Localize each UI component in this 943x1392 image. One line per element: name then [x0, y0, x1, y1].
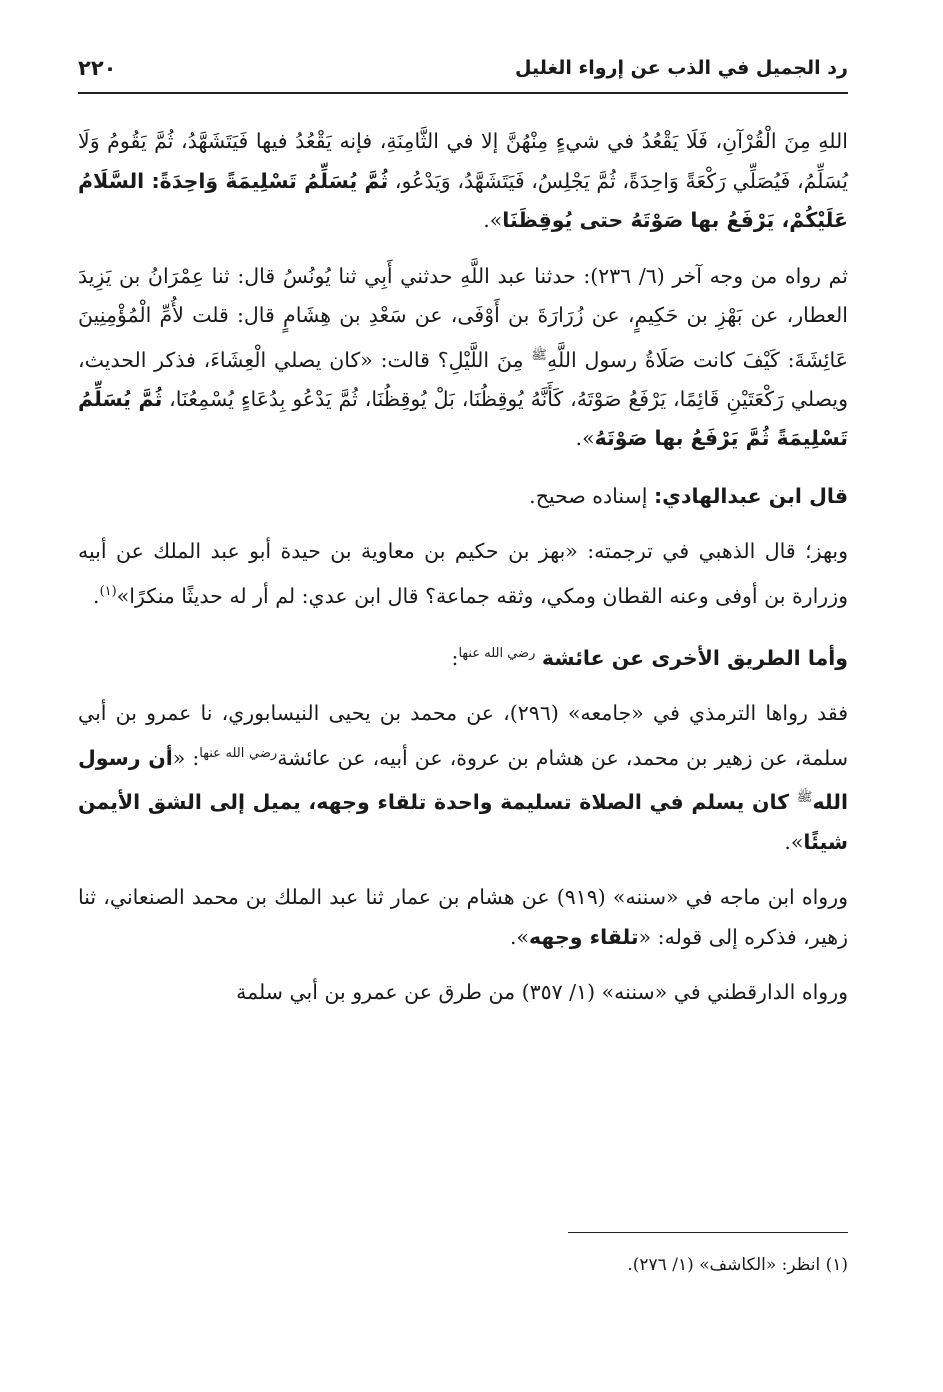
paragraph-1: [78, 122, 848, 241]
page-body: [78, 122, 848, 1013]
honorific-glyph: ﷺ: [796, 790, 813, 806]
section-label: قال ابن عبدالهادي:: [653, 483, 848, 508]
running-title: رد الجميل في الذب عن إرواء الغليل: [515, 57, 848, 79]
text: ورواه ابن ماجه في «سننه» (٩١٩) عن هشام بن عمار ثنا عبد الملك بن محمد الصنعاني، ثنا زهير، فذكره إلى قوله: «: [78, 885, 848, 949]
page-header: [78, 44, 848, 94]
text: ».: [483, 208, 503, 232]
section-heading: [78, 634, 848, 678]
footnote-divider: [568, 1232, 848, 1233]
text: :: [451, 645, 459, 670]
text: ».: [784, 829, 804, 854]
footnote-ref[interactable]: (١): [99, 583, 117, 599]
text: وبهز؛ قال الذهبي في ترجمته: «بهز بن حكيم بن معاوية بن حيدة أبو عبد الملك عن أبيه وزرارة بن أوفى وعنه القطان ومكي، وثقه جماعة؟ قال ابن عدي: لم أر له حديثًا منكرًا»: [78, 539, 848, 608]
page-number: ٢٢٠: [78, 56, 117, 80]
text: اللهِ مِنَ الْقُرْآنِ، فَلَا يَقْعُدُ في شيءٍ مِنْهُنَّ إلا في الثَّامِنَةِ، فإنه يَقْعُدُ فيها فَيَتَشَهَّدُ، ثُمَّ يَقُومُ وَلَا يُسَلِّمُ، فَيُصَلِّي رَكْعَةً وَاحِدَةً، ثُمَّ يَجْلِسُ، فَيَتَشَهَّدُ، وَيَدْعُو،: [78, 129, 848, 193]
bold-hadith-text: تلقاء وجهه: [529, 924, 639, 949]
footnote-number: (١): [825, 1255, 848, 1275]
paragraph-2: [78, 257, 848, 459]
honorific-glyph: رضي الله عنها: [458, 646, 536, 662]
text: مِنَ اللَّيْلِ؟ قالت: «كان يصلي الْعِشَاءَ، فذكر الحديث، ويصلي رَكْعَتَيْنِ قَائِمًا، يَرْفَعُ صَوْتَهُ، كَأَنَّهُ يُوقِظُنَا، بَلْ يُوقِظُنَا، ثُمَّ يَدْعُو بِدُعَاءٍ يُسْمِعُنَا،: [78, 347, 848, 411]
paragraph-3: [78, 477, 848, 517]
paragraph-4: [78, 532, 848, 616]
text: إسناده صحيح.: [529, 483, 654, 508]
bold-hadith-text: ثُمَّ يُسَلِّمُ تَسْلِيمَةً وَاحِدَةً: السَّلَامُ عَلَيْكُمْ، يَرْفَعُ بها صَوْتَهُ حتى يُوقِظَنَا: [78, 168, 848, 232]
bold-hadith-text: ثُمَّ يُسَلِّمُ تَسْلِيمَةً ثُمَّ يَرْفَعُ بها صَوْتَهُ: [78, 386, 848, 451]
bold-hadith-text: كان يسلم في الصلاة تسليمة واحدة تلقاء وجهه، يميل إلى الشق الأيمن شيئًا: [78, 790, 848, 854]
bold-hadith-text: أن رسول الله: [78, 745, 848, 815]
paragraph-6: [78, 694, 848, 862]
honorific-glyph: ﷺ: [531, 347, 547, 363]
text: فقد رواها الترمذي في «جامعه» (٢٩٦)، عن محمد بن يحيى النيسابوري، نا عمرو بن أبي سلمة، عن زهير بن محمد، عن هشام بن عروة، عن أبيه، عن عائشة: [78, 701, 849, 770]
text: ».: [575, 426, 595, 451]
heading-text: وأما الطريق الأخرى عن عائشة: [541, 645, 848, 670]
text: : «: [172, 745, 200, 770]
paragraph-8: [78, 973, 848, 1013]
text: ».: [509, 924, 529, 949]
footnote: [78, 1250, 848, 1280]
text: ثم رواه من وجه آخر (٦/ ٢٣٦): حدثنا عبد اللَّهِ حدثني أَبِي ثنا يُونُسُ قال: ثنا عِمْرَانُ بن يَزِيدَ العطار، عن بَهْزِ بن حَكِيمٍ، عن زُرَارَةَ بن أَوْفَى، عن سَعْدِ بن هِشَامٍ قال: قلت لأُمِّ الْمُؤْمِنِينَ عَائِشَةَ: كَيْفَ كانت صَلَاةُ رسول اللَّهِ: [78, 263, 848, 372]
footnote-text: انظر: «الكاشف» (١/ ٢٧٦).: [627, 1255, 821, 1275]
paragraph-7: [78, 878, 848, 957]
book-page: [78, 0, 848, 1392]
text: ورواه الدارقطني في «سننه» (١/ ٣٥٧) من طرق عن عمرو بن أبي سلمة: [236, 980, 848, 1005]
honorific-glyph: رضي الله عنها: [199, 745, 278, 761]
text: .: [93, 583, 100, 608]
